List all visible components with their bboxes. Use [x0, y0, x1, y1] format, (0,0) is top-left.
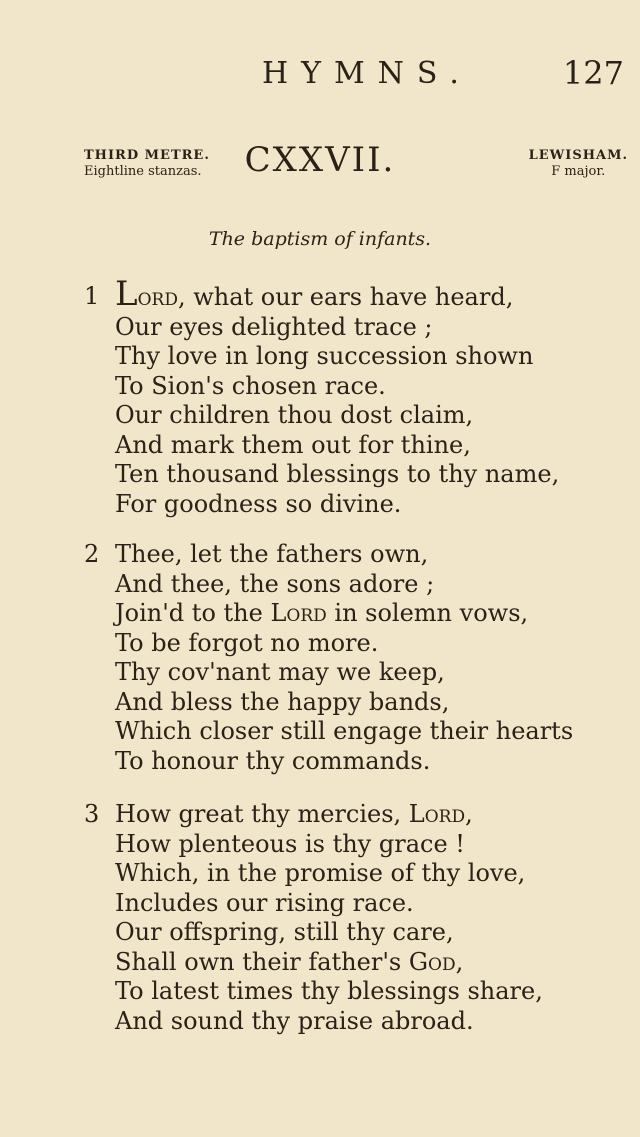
- verse-line: How plenteous is thy grace !: [115, 829, 465, 858]
- stanza-number: 3: [84, 800, 100, 828]
- small-caps-word: Lord: [408, 800, 466, 828]
- verse-line: Our offspring, still thy care,: [115, 918, 454, 946]
- verse-line: And sound thy praise abroad.: [115, 1006, 474, 1035]
- tune-label: LEWISHAM.: [528, 148, 628, 163]
- verse-text: Join'd to the: [115, 599, 271, 627]
- verse-line: Our eyes delighted trace ;: [115, 312, 433, 341]
- stanza-lines: [115, 540, 573, 776]
- verse-line: To Sion's chosen race.: [115, 371, 386, 400]
- verse-text: ,: [465, 800, 473, 828]
- verse-line: And mark them out for thine,: [115, 430, 471, 459]
- stanza-number: 1: [84, 282, 100, 310]
- stanza-number: 2: [84, 540, 100, 568]
- running-title: HYMNS.: [262, 56, 472, 91]
- verse-text: , what our ears have heard,: [177, 283, 514, 311]
- verse-line: Which, in the promise of thy love,: [115, 859, 526, 887]
- verse-line: To latest times thy blessings share,: [115, 977, 543, 1005]
- verse-line: Our children thou dost claim,: [115, 401, 474, 429]
- verse-line: And bless the happy bands,: [115, 687, 450, 716]
- key-label: F major.: [551, 164, 606, 179]
- verse-line: Thy love in long succession shown: [115, 342, 534, 370]
- verse-text: in solemn vows,: [326, 599, 529, 627]
- verse-line: [115, 948, 543, 978]
- page-number: 127: [562, 54, 624, 92]
- verse-line: [115, 274, 559, 314]
- verse-line: Ten thousand blessings to thy name,: [115, 460, 560, 488]
- hymn-subtitle: The baptism of infants.: [208, 228, 432, 250]
- small-caps-word: God: [408, 947, 456, 976]
- small-caps-word: ord: [137, 283, 178, 311]
- verse-line: Thee, let the fathers own,: [115, 540, 429, 568]
- verse-line: Which closer still engage their hearts: [115, 717, 574, 745]
- drop-cap: L: [115, 274, 138, 314]
- verse-line: Thy cov'nant may we keep,: [115, 658, 445, 686]
- verse-line: To honour thy commands.: [115, 746, 431, 775]
- tune-info: [529, 148, 628, 180]
- verse-line: And thee, the sons adore ;: [115, 569, 435, 598]
- verse-line: Includes our rising race.: [115, 888, 414, 917]
- verse-text: How great thy mercies,: [115, 800, 409, 828]
- stanza-lines: [115, 800, 543, 1036]
- stanza-lines: [115, 274, 560, 519]
- stanza-form-label: Eightline stanzas.: [84, 164, 202, 179]
- verse-line: To be forgot no more.: [115, 628, 379, 657]
- small-caps-word: Lord: [270, 599, 327, 627]
- verse-text: ,: [455, 947, 464, 976]
- hymn-number: CXXVII.: [244, 140, 396, 180]
- metre-label: THIRD METRE.: [84, 148, 210, 163]
- verse-line: [115, 800, 543, 830]
- verse-line: [115, 599, 573, 629]
- verse-text: Shall own their father's: [115, 947, 409, 976]
- verse-line: For goodness so divine.: [115, 489, 402, 518]
